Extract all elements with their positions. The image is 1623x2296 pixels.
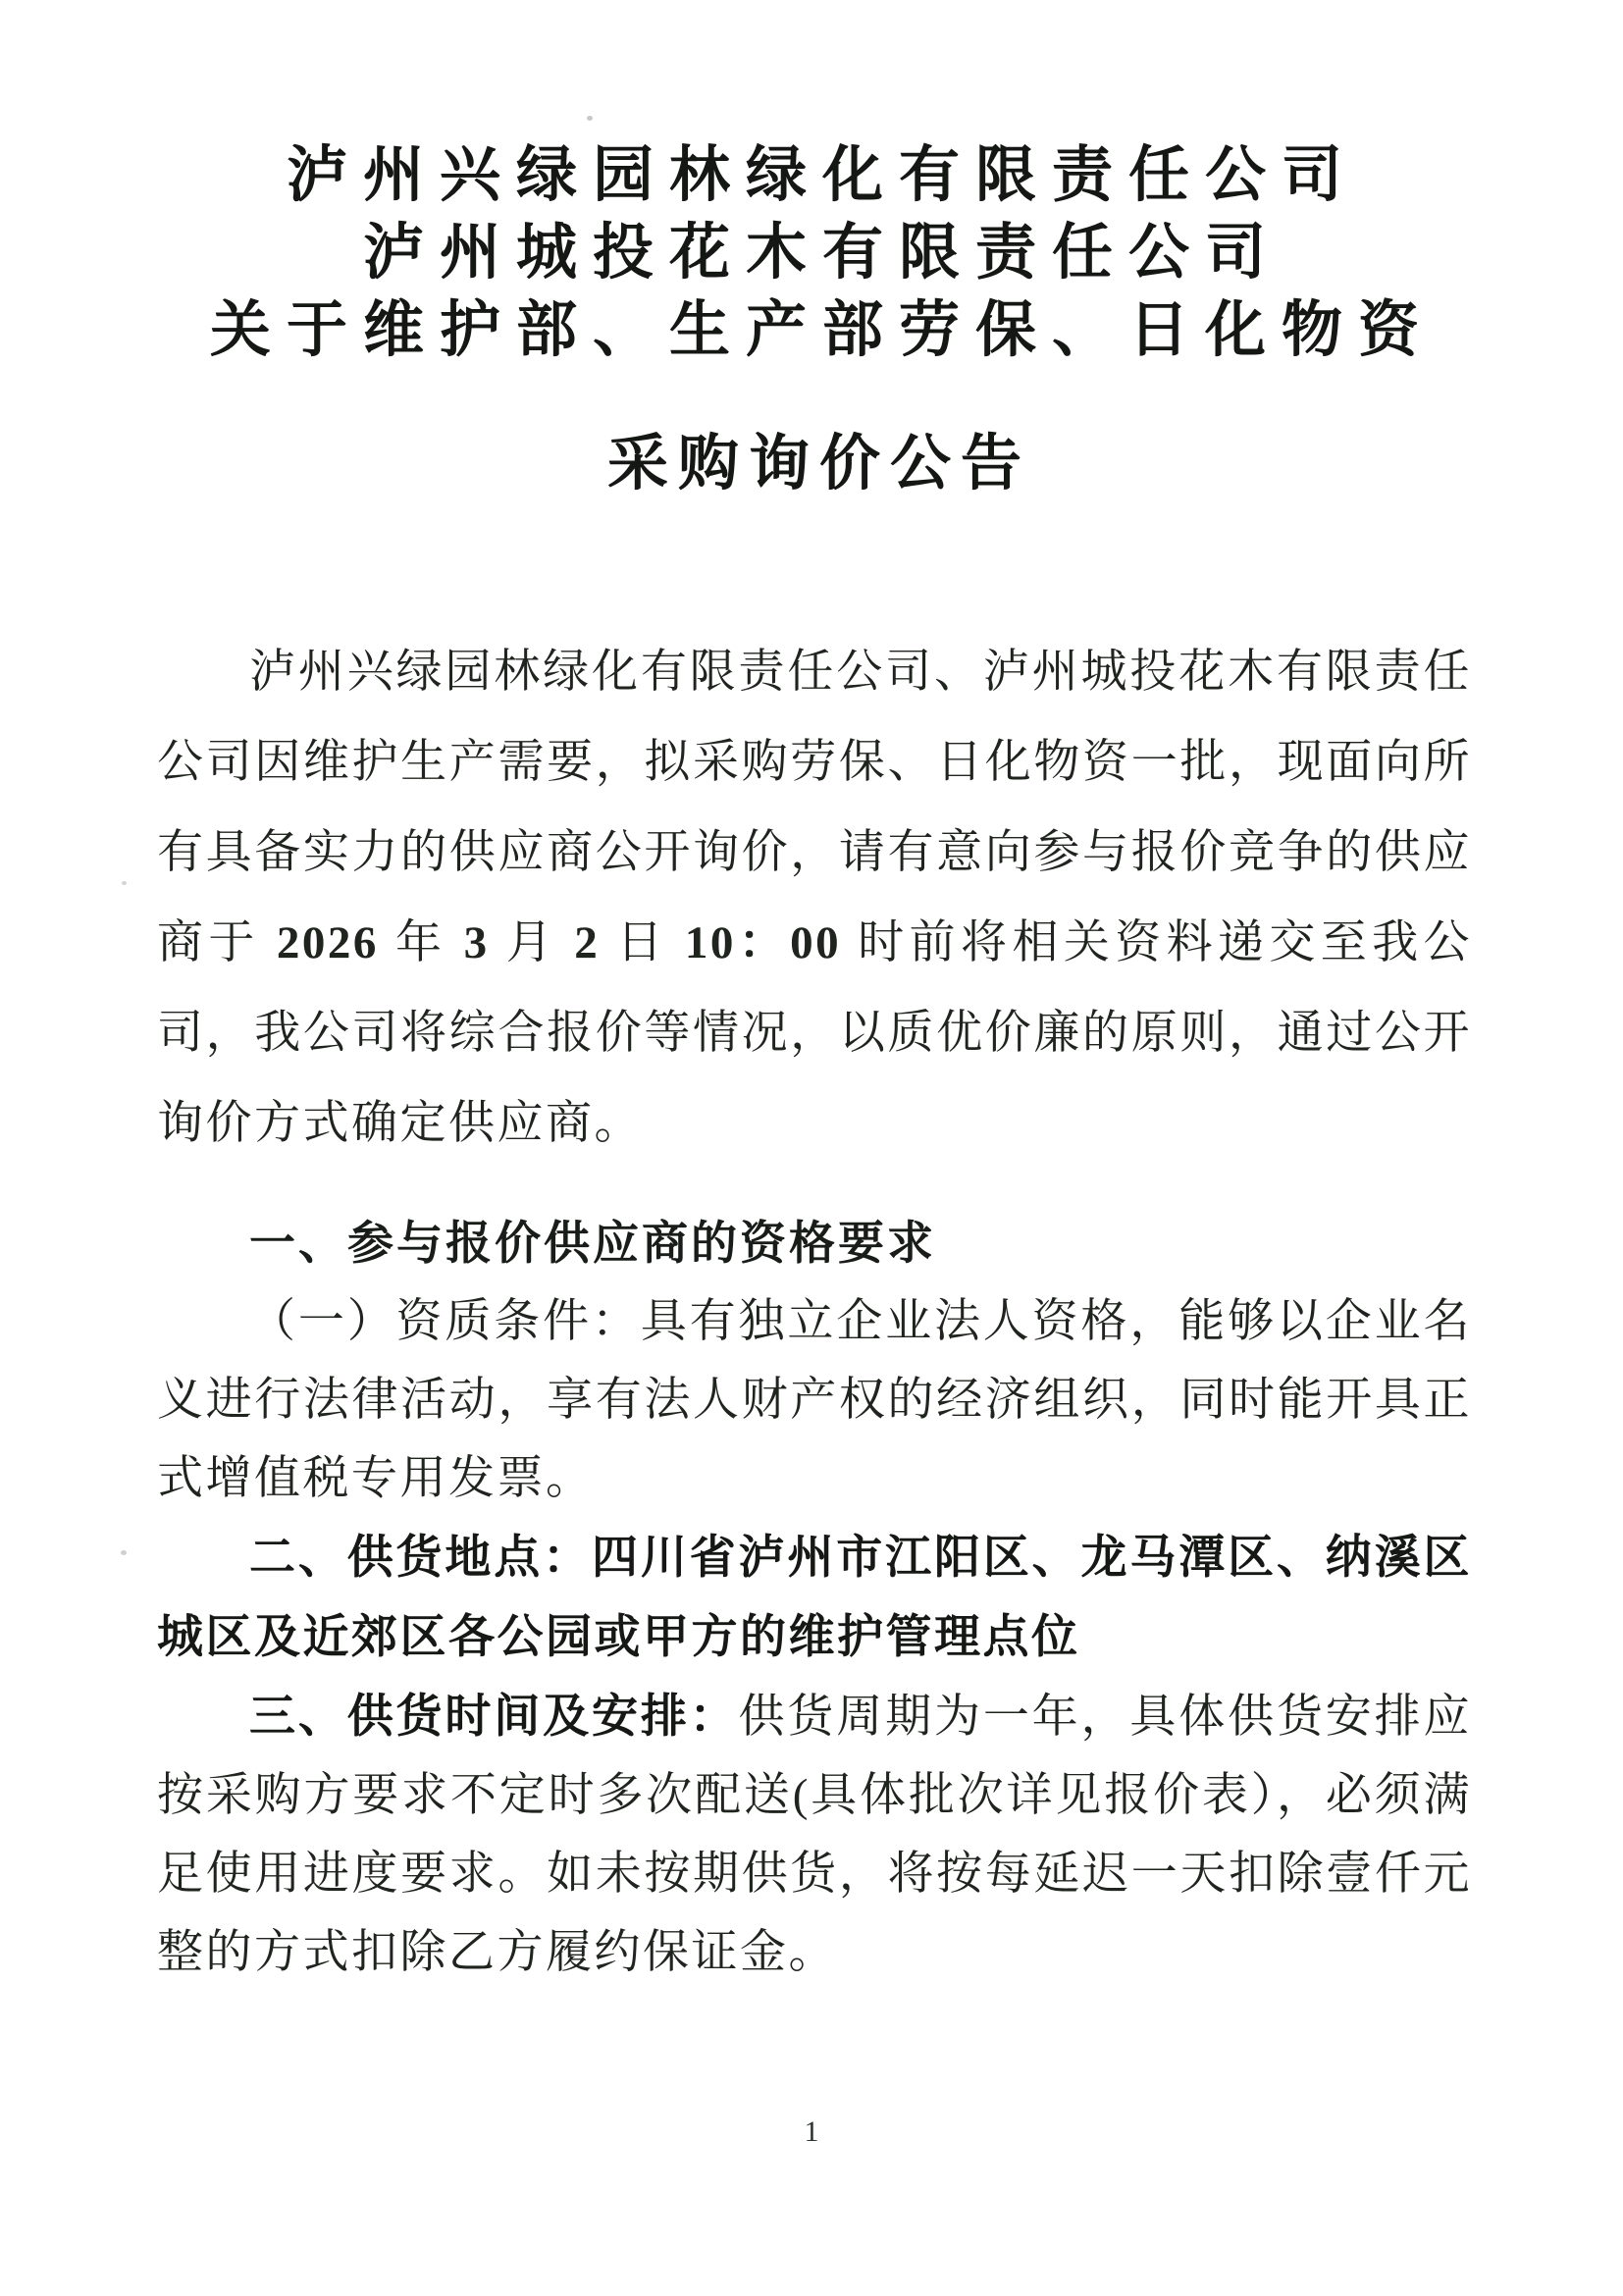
intro-text-day-unit: 日 [600, 917, 685, 968]
schedule-paragraph [157, 1677, 1472, 1992]
scan-speck [121, 1550, 127, 1555]
schedule-value: 供货周期为一年，具体供货安排应按采购方要求不定时多次配送(具体批次详见报价表），必须满足使用进度要求。如未按期供货，将按每延迟一天扣除壹仟元整的方式扣除乙方履约保证金。 [157, 1692, 1473, 1978]
deadline-year: 2026 [276, 917, 379, 968]
location-paragraph [157, 1518, 1472, 1677]
deadline-month: 3 [463, 917, 490, 968]
document-subtitle: 采购询价公告 [606, 431, 1031, 497]
section-qualification-heading: 一、参与报价供应商的资格要求 [249, 1217, 936, 1269]
intro-text-tail: 时前将相关资料递交至我公司，我公司将综合报价等情况，以质优价廉的原则，通过公开询价方式确定供应商。 [157, 917, 1473, 1149]
scan-speck [587, 116, 593, 121]
title-line-subject: 关于维护部、生产部劳保、日化物资 [209, 297, 1435, 364]
intro-paragraph [157, 627, 1472, 1169]
location-value: 四川省泸州市江阳区、龙马潭区、纳溪区城区及近郊区各公园或甲方的维护管理点位 [157, 1531, 1473, 1662]
title-line-company-1: 泸州兴绿园林绿化有限责任公司 [286, 142, 1358, 209]
schedule-label: 三、供货时间及安排： [249, 1690, 739, 1742]
qualification-paragraph: （一）资质条件：具有独立企业法人资格，能够以企业名义进行法律活动，享有法人财产权的经济组织，同时能开具正式增值税专用发票。 [157, 1296, 1472, 1504]
intro-text-month-unit: 月 [489, 917, 575, 968]
document-title [157, 137, 1472, 370]
intro-text-year-unit: 年 [378, 917, 464, 968]
title-line-company-2: 泸州城投花木有限责任公司 [362, 220, 1282, 287]
scan-speck [122, 881, 127, 885]
intro-text-lead: 泸州兴绿园林绿化有限责任公司、泸州城投花木有限责任公司因维护生产需要，拟采购劳保、日化物资一批，现面向所有具备实力的供应商公开询价，请有意向参与报价竞争的供应商于 [157, 647, 1472, 968]
deadline-time: 10：00 [684, 917, 842, 968]
location-label: 二、供货地点： [249, 1531, 592, 1583]
deadline-day: 2 [574, 917, 601, 968]
page-number: 1 [804, 2115, 819, 2148]
